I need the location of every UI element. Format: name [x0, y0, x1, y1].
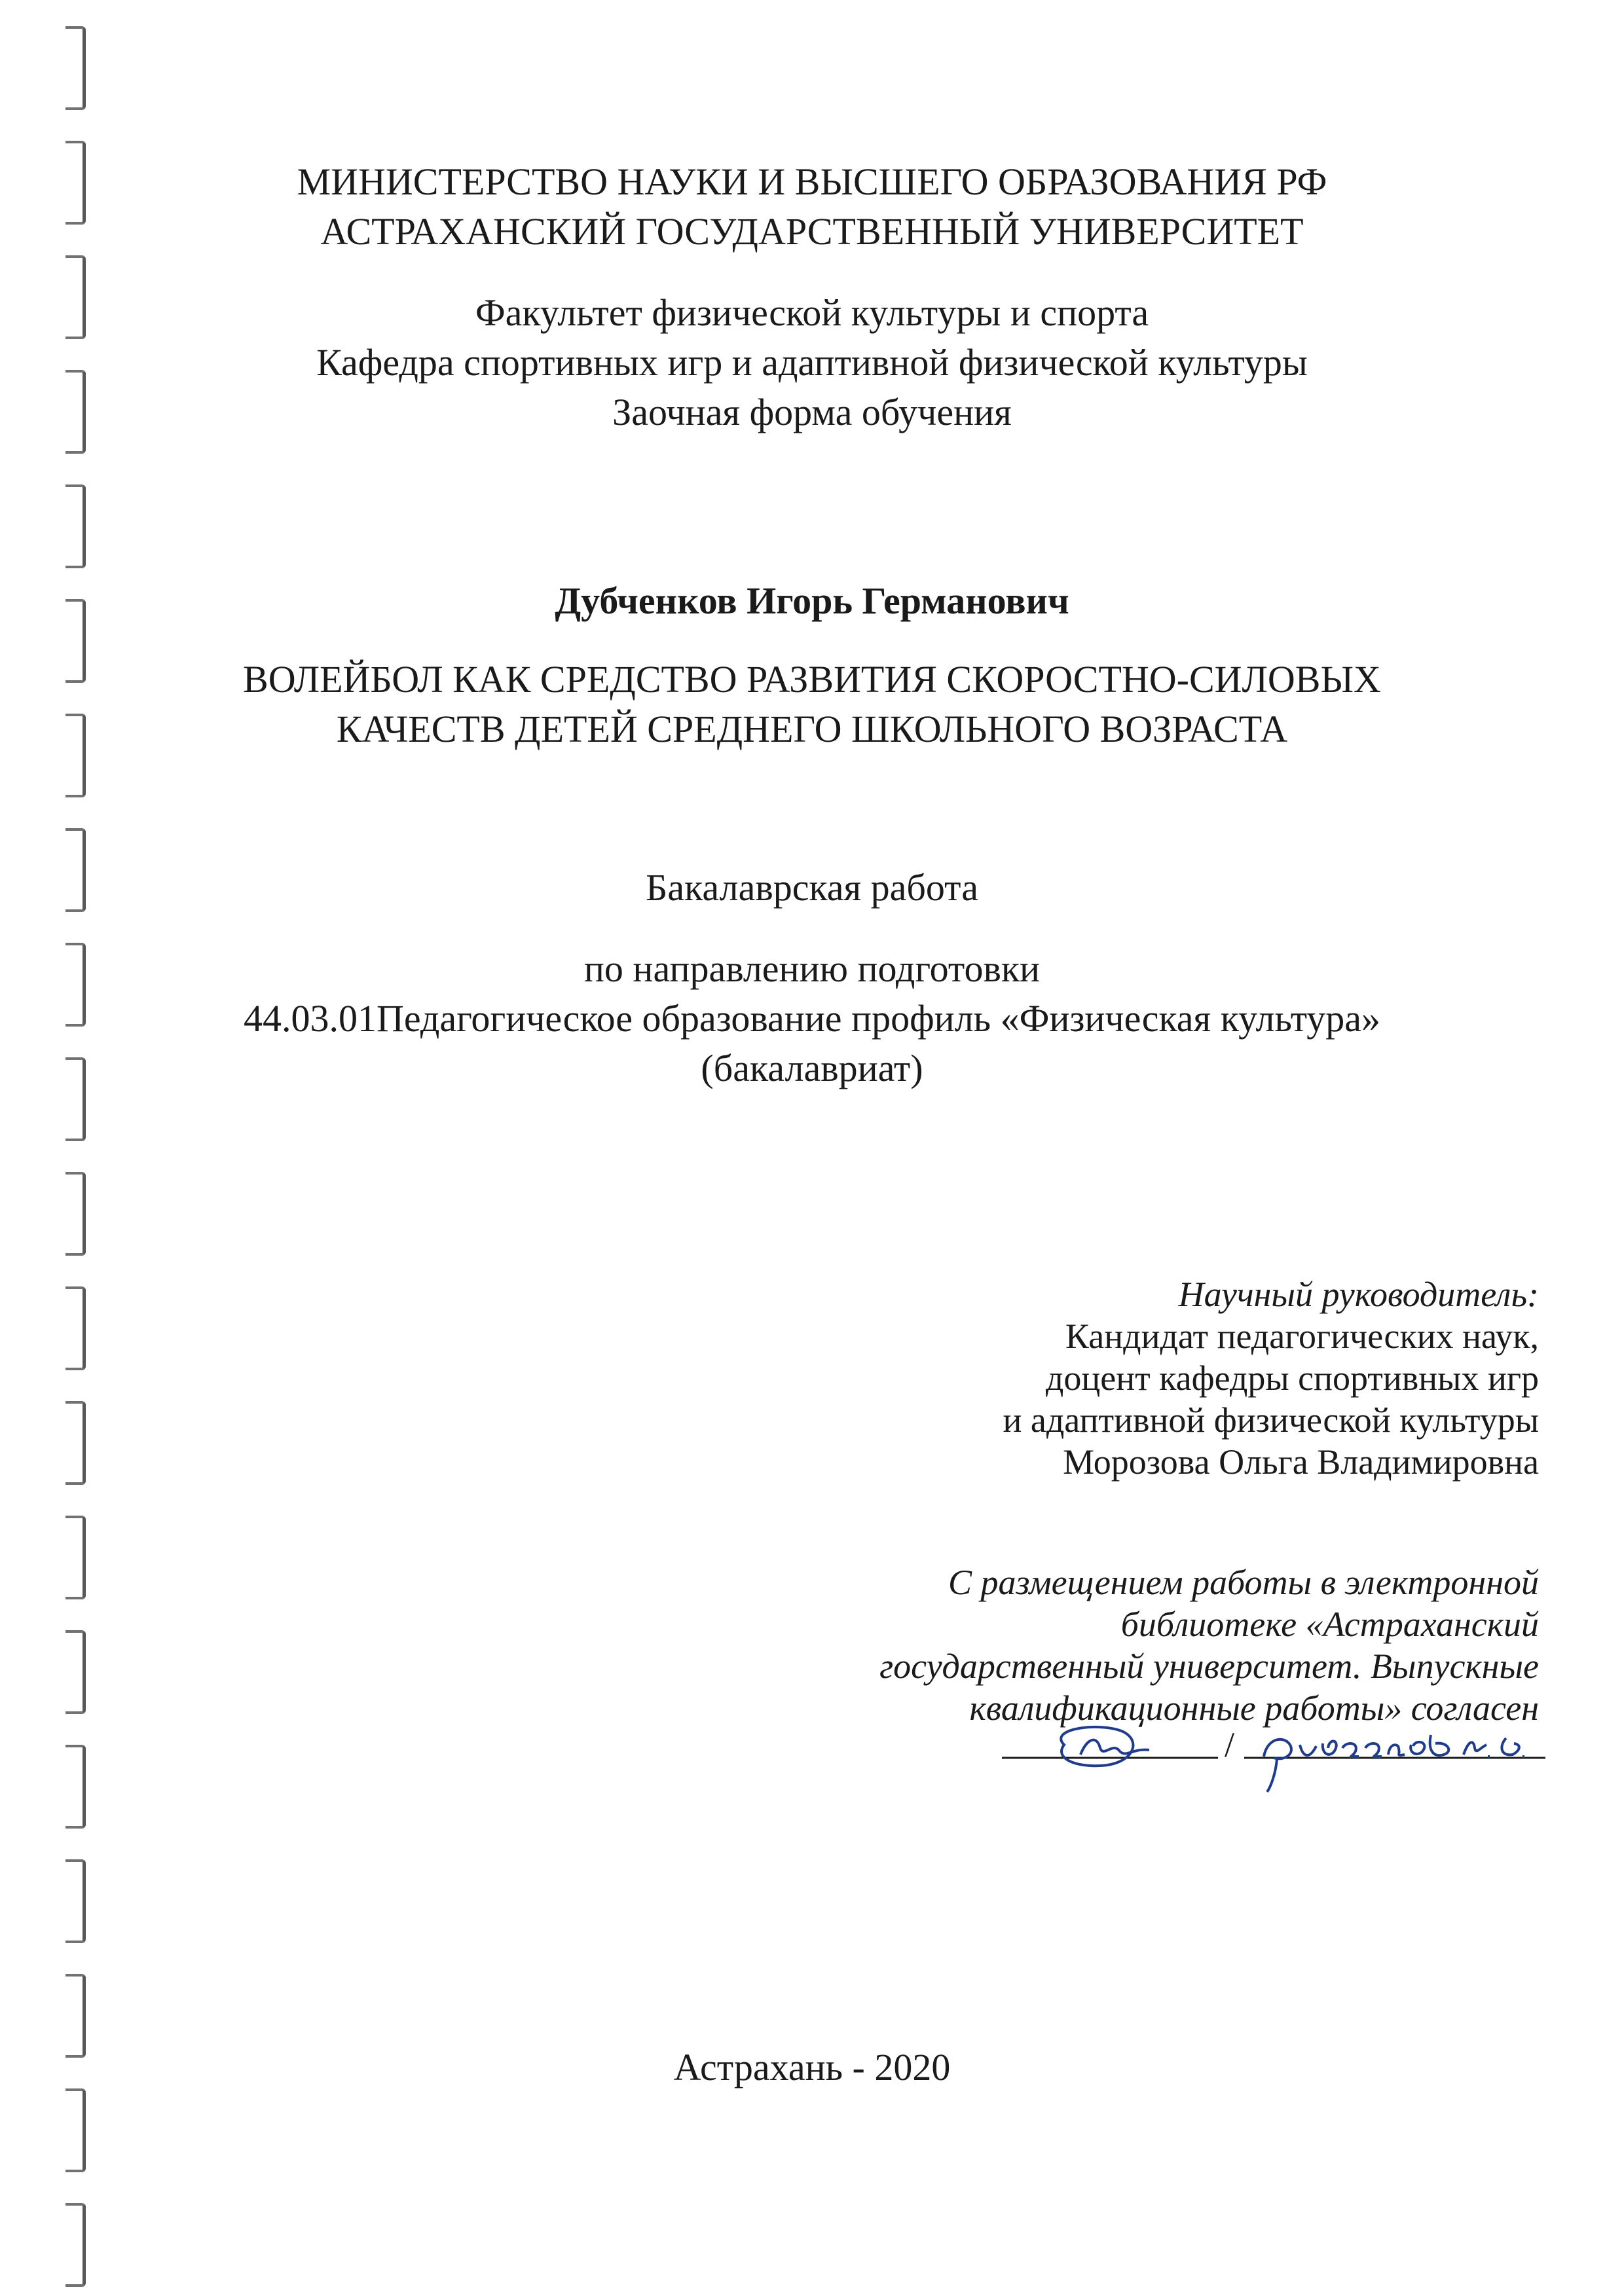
consent-block [879, 1561, 1539, 1729]
signature-image [1002, 1719, 1545, 1797]
direction-line: по направлению подготовки [583, 947, 1041, 990]
direction-line: (бакалавриат) [701, 1047, 923, 1089]
binding-ring [65, 1745, 86, 1829]
header [0, 157, 1624, 257]
thesis-title [0, 655, 1624, 754]
binding-ring [65, 1286, 86, 1370]
binding-ring [65, 1172, 86, 1256]
supervisor-degree: Кандидат педагогических наук, [1065, 1317, 1539, 1356]
chair-name: Кафедра спортивных игр и адаптивной физической культуры [316, 341, 1308, 384]
binding-ring [65, 2088, 86, 2172]
binding-ring [65, 1401, 86, 1485]
thesis-title-line: КАЧЕСТВ ДЕТЕЙ СРЕДНЕГО ШКОЛЬНОГО ВОЗРАСТА [336, 708, 1288, 750]
work-type: Бакалаврская работа [646, 866, 978, 909]
supervisor-position: доцент кафедры спортивных игр [1045, 1358, 1539, 1398]
consent-line: квалификационные работы» согласен [969, 1688, 1539, 1728]
signature-separator: / [1225, 1725, 1235, 1764]
supervisor-block [1003, 1273, 1539, 1483]
faculty-name: Факультет физической культуры и спорта [475, 291, 1149, 334]
consent-line: государственный университет. Выпускные [879, 1647, 1539, 1686]
consent-line: библиотеке «Астраханский [1120, 1605, 1539, 1644]
consent-line: С размещением работы в электронной [948, 1563, 1539, 1602]
thesis-title-line: ВОЛЕЙБОЛ КАК СРЕДСТВО РАЗВИТИЯ СКОРОСТНО-СИЛОВЫХ [243, 658, 1381, 701]
department-info [0, 288, 1624, 437]
author-name: Дубченков Игорь Германович [555, 579, 1069, 622]
footer [0, 2043, 1624, 2092]
ministry-name: МИНИСТЕРСТВО НАУКИ И ВЫСШЕГО ОБРАЗОВАНИЯ РФ [297, 160, 1327, 203]
binding-ring [65, 26, 86, 110]
direction-block [0, 944, 1624, 1093]
work-type-block [0, 863, 1624, 913]
author-block [0, 576, 1624, 626]
binding-ring [65, 484, 86, 568]
city-year: Астрахань - 2020 [673, 2046, 951, 2088]
university-name: АСТРАХАНСКИЙ ГОСУДАРСТВЕННЫЙ УНИВЕРСИТЕТ [320, 210, 1304, 253]
supervisor-heading: Научный руководитель: [1178, 1275, 1539, 1314]
supervisor-name: Морозова Ольга Владимировна [1063, 1442, 1539, 1482]
binding-ring [65, 1859, 86, 1943]
signature-row [1002, 1719, 1545, 1797]
binding-ring [65, 2203, 86, 2287]
study-form: Заочная форма обучения [612, 391, 1012, 433]
binding-ring [65, 1516, 86, 1599]
binding-ring [65, 1630, 86, 1714]
supervisor-department: и адаптивной физической культуры [1003, 1400, 1539, 1440]
direction-line: 44.03.01Педагогическое образование профиль «Физическая культура» [243, 997, 1381, 1040]
